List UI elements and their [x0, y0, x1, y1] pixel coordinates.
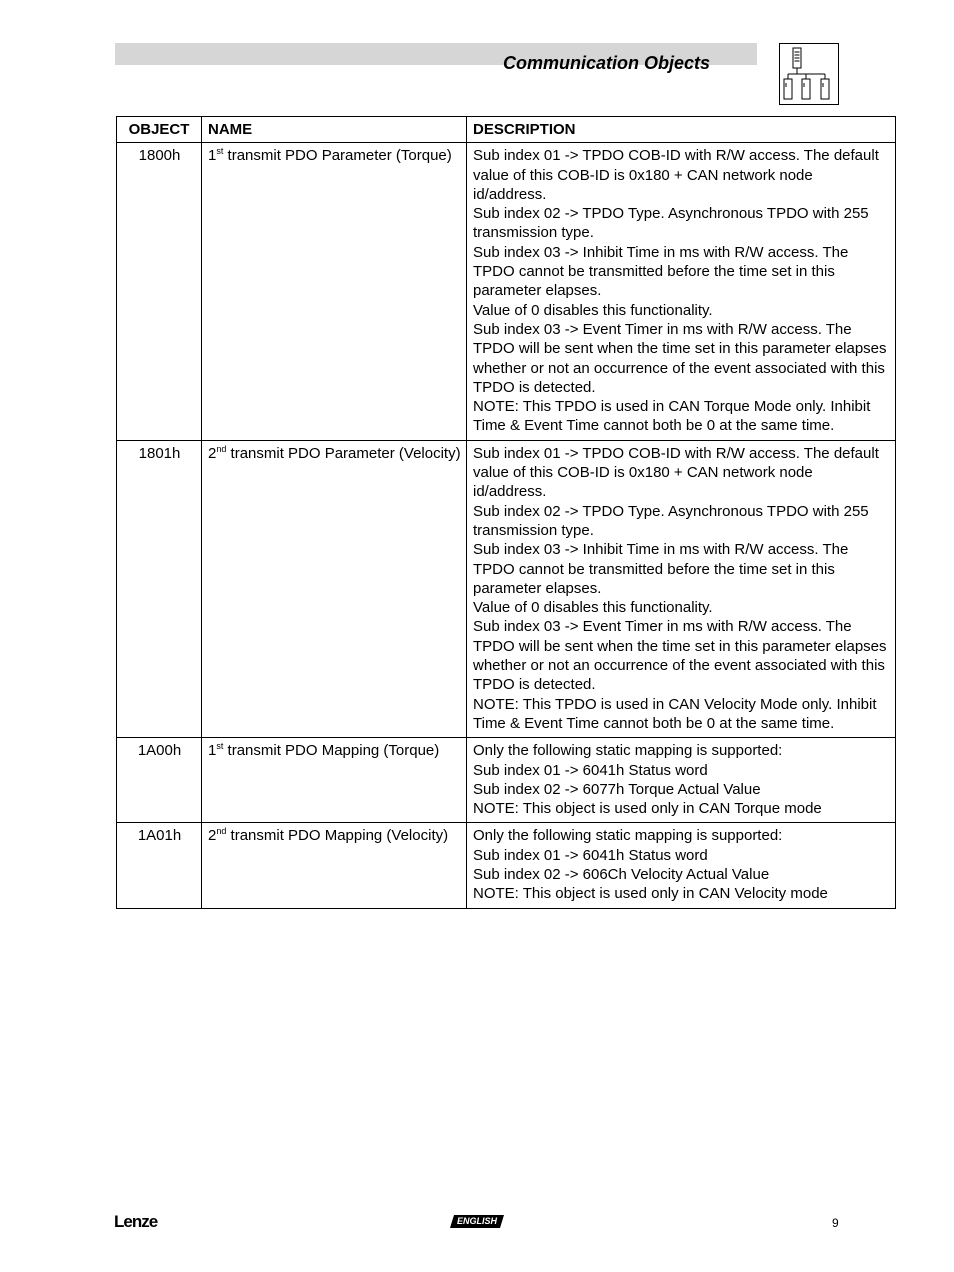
- communication-objects-table: [116, 116, 896, 909]
- description-line: Sub index 01 -> TPDO COB-ID with R/W access. The default value of this COB-ID is 0x180 + CAN network node id/address.: [473, 444, 879, 501]
- page-title: Communication Objects: [503, 53, 711, 73]
- description-cell: [467, 143, 896, 440]
- description-line: Sub index 01 -> TPDO COB-ID with R/W access. The default value of this COB-ID is 0x180 + CAN network node id/address.: [473, 147, 879, 203]
- name-ordinal-suffix: nd: [216, 443, 227, 454]
- network-topology-icon: [779, 43, 839, 105]
- description-cell: [467, 738, 896, 823]
- name-text: transmit PDO Parameter (Torque): [223, 147, 452, 165]
- description-line: Sub index 02 -> 6077h Torque Actual Value: [473, 780, 761, 798]
- description-line: Only the following static mapping is supported:: [473, 742, 783, 760]
- description-line: NOTE: This object is used only in CAN Velocity mode: [473, 885, 828, 903]
- name-cell: [202, 440, 467, 737]
- table-row: [117, 440, 896, 737]
- description-line: Sub index 03 -> Inhibit Time in ms with R/W access. The TPDO cannot be transmitted before the time set in this parameter elapses.: [473, 541, 849, 597]
- table-row: [117, 143, 896, 440]
- name-text: transmit PDO Parameter (Velocity): [226, 444, 461, 462]
- description-line: Sub index 02 -> TPDO Type. Asynchronous TPDO with 255 transmission type.: [473, 502, 869, 539]
- object-cell: 1A00h: [117, 738, 202, 823]
- description-line: Value of 0 disables this functionality.: [473, 599, 713, 617]
- description-line: NOTE: This object is used only in CAN Torque mode: [473, 800, 822, 818]
- table-row: [117, 738, 896, 823]
- name-ordinal-suffix: st: [216, 741, 224, 752]
- column-header-name: NAME: [202, 117, 467, 143]
- description-line: NOTE: This TPDO is used in CAN Velocity Mode only. Inhibit Time & Event Time cannot both be 0 at the same time.: [473, 695, 877, 732]
- name-cell: [202, 823, 467, 908]
- description-line: Value of 0 disables this functionality.: [473, 301, 713, 319]
- object-cell: 1A01h: [117, 823, 202, 908]
- description-line: Sub index 03 -> Event Timer in ms with R/W access. The TPDO will be sent when the time set in this parameter elapses whether or not an occurrence of the event associated with this TPDO is detected.: [473, 618, 887, 694]
- language-badge: [450, 1215, 504, 1228]
- description-cell: [467, 440, 896, 737]
- lenze-logo: Lenze: [114, 1212, 158, 1231]
- name-ordinal: 2: [208, 444, 217, 462]
- name-ordinal: 1: [208, 742, 217, 760]
- description-line: Sub index 03 -> Event Timer in ms with R/W access. The TPDO will be sent when the time set in this parameter elapses whether or not an occurrence of the event associated with this TPDO is detected.: [473, 320, 887, 396]
- name-text: transmit PDO Mapping (Velocity): [226, 827, 449, 845]
- column-header-description: DESCRIPTION: [467, 117, 896, 143]
- object-cell: 1801h: [117, 440, 202, 737]
- description-line: NOTE: This TPDO is used in CAN Torque Mode only. Inhibit Time & Event Time cannot both be 0 at the same time.: [473, 398, 871, 435]
- language-label: ENGLISH: [456, 1216, 497, 1226]
- name-ordinal: 2: [208, 827, 217, 845]
- name-ordinal-suffix: st: [216, 146, 224, 157]
- object-cell: 1800h: [117, 143, 202, 440]
- table-row: [117, 823, 896, 908]
- description-line: Sub index 01 -> 6041h Status word: [473, 846, 708, 864]
- name-cell: [202, 738, 467, 823]
- description-line: Sub index 02 -> TPDO Type. Asynchronous TPDO with 255 transmission type.: [473, 205, 869, 242]
- description-line: Sub index 03 -> Inhibit Time in ms with R/W access. The TPDO cannot be transmitted before the time set in this parameter elapses.: [473, 243, 849, 300]
- table-header-row: [117, 117, 896, 143]
- description-line: Only the following static mapping is supported:: [473, 827, 783, 845]
- name-ordinal: 1: [208, 147, 217, 165]
- name-ordinal-suffix: nd: [216, 826, 227, 837]
- description-line: Sub index 01 -> 6041h Status word: [473, 761, 708, 779]
- description-line: Sub index 02 -> 606Ch Velocity Actual Value: [473, 865, 770, 883]
- name-cell: [202, 143, 467, 440]
- column-header-object: OBJECT: [117, 117, 202, 143]
- page-number: 9: [832, 1216, 839, 1230]
- description-cell: [467, 823, 896, 908]
- name-text: transmit PDO Mapping (Torque): [223, 742, 440, 760]
